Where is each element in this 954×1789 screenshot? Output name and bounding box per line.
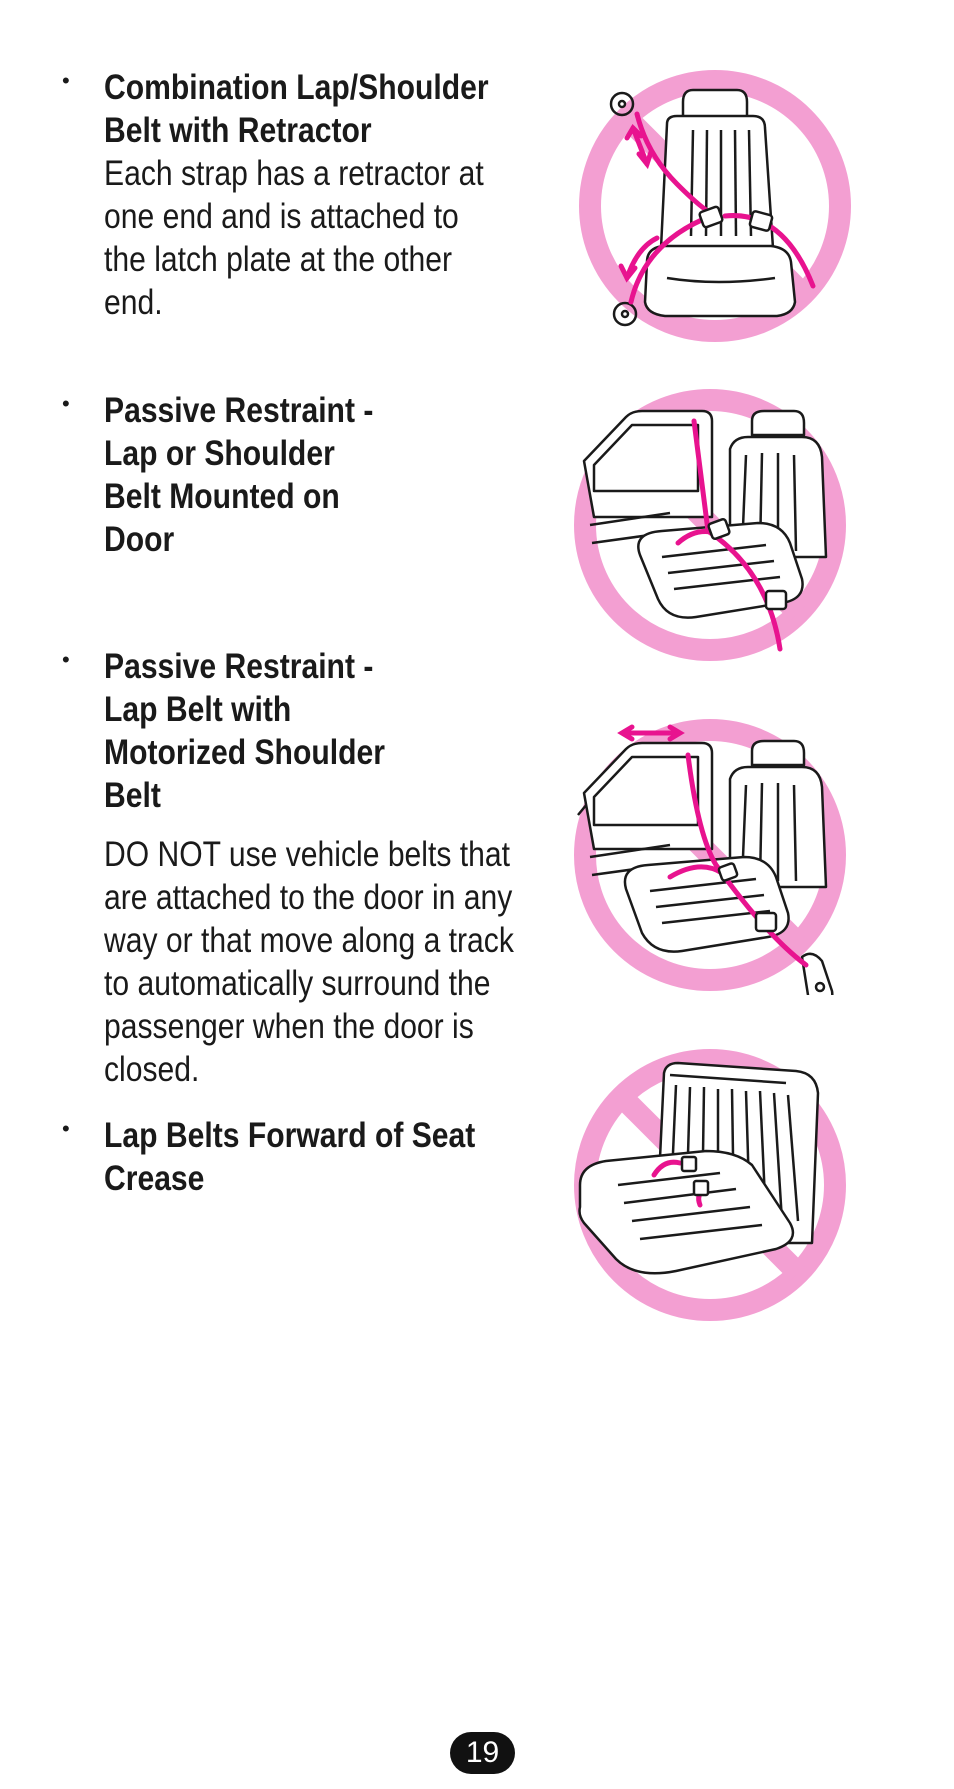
item-heading: Passive Restraint - Lap or Shoulder Belt Mounted on Door: [104, 391, 374, 559]
bullet: •: [62, 391, 70, 416]
item-heading: Lap Belts Forward of Seat Crease: [104, 1116, 476, 1198]
bullet: •: [62, 1116, 70, 1141]
item-body: DO NOT use vehicle belts that are attached to the door in any way or that move along a track to automatically surround the passenger when the door is closed.: [104, 835, 514, 1089]
item-passive-motorized-belt: [62, 645, 542, 1091]
item-heading: Combination Lap/Shoulder Belt with Retractor: [104, 68, 489, 150]
item-heading: Passive Restraint - Lap Belt with Motorized Shoulder Belt: [104, 647, 385, 815]
bullet: •: [62, 68, 70, 93]
prohibition-lap-belt-forward-icon: [570, 1045, 850, 1325]
bullet: •: [62, 647, 70, 672]
page-number: 19: [450, 1732, 515, 1774]
item-combination-belt: [62, 66, 542, 324]
item-passive-door-belt: [62, 389, 542, 561]
item-lap-belts-forward: [62, 1114, 542, 1200]
item-body: Each strap has a retractor at one end and is attached to the latch plate at the other end.: [104, 154, 484, 322]
prohibition-motorized-belt-icon: [570, 715, 850, 995]
prohibition-seat-retractor-icon: [575, 66, 855, 346]
prohibition-door-belt-icon: [570, 385, 850, 665]
